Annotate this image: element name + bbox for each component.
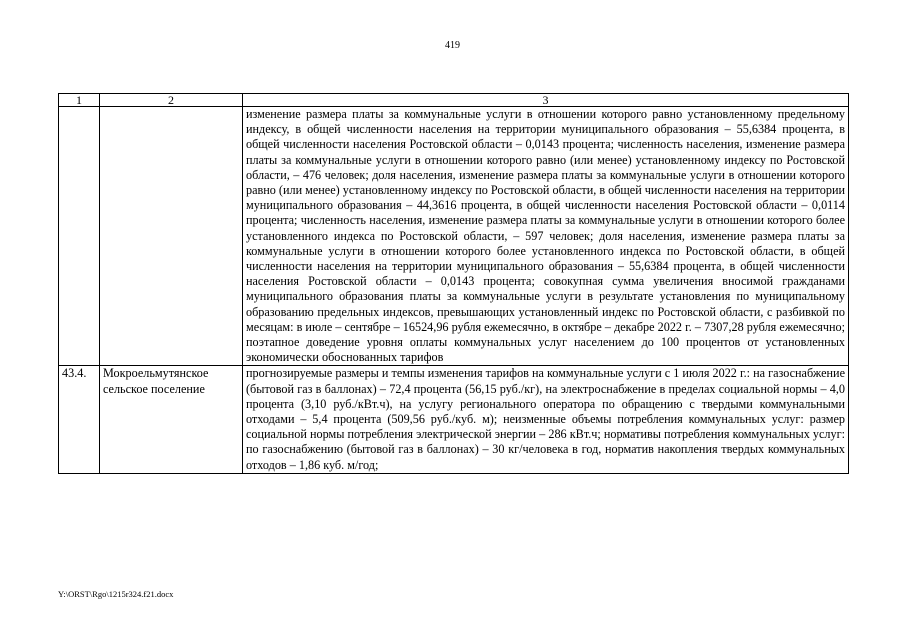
table-header-row xyxy=(59,94,849,107)
municipality-name-cell: Мокроельмутянское сельское поселение xyxy=(100,366,243,473)
row-number-cell: 43.4. xyxy=(59,366,100,473)
header-col-3: 3 xyxy=(243,94,849,107)
page-number: 419 xyxy=(445,40,460,51)
municipality-name-cell xyxy=(100,107,243,366)
header-col-2: 2 xyxy=(100,94,243,107)
file-path-footer: Y:\ORST\Rgo\1215r324.f21.docx xyxy=(58,589,174,599)
document-table xyxy=(58,93,849,474)
row-number-cell xyxy=(59,107,100,366)
table-row xyxy=(59,366,849,473)
row-description-cell: изменение размера платы за коммунальные услуги в отношении которого равно установленному предельному индексу, в общей численности населения на территории муниципального образования – 55,6384 процента, в общей численности населения Ростовской области – 0,0143 процента; численность населения, изменение размера платы за коммунальные услуги в отношении которого равно (или менее) установленному индексу по Ростовской области, – 476 человек; доля населения, изменение размера платы за коммунальные услуги в отношении которого равно (или менее) установленному индексу по Ростовской области, в общей численности населения на территории муниципального образования – 44,3616 процента, в общей численности населения Ростовской области – 0,0114 процента; численность населения, изменение размера платы за коммунальные услуги в отношении которого более установленного индекса по Ростовской области, – 597 человек; доля населения, изменение размера платы за коммунальные услуги в отношении которого более установленного индекса по Ростовской области, в общей численности населения на территории муниципального образования – 55,6384 процента, в общей численности населения Ростовской области – 0,0143 процента; совокупная сумма увеличения вносимой гражданами муниципального образования платы за коммунальные услуги в результате установления по муниципальному образованию предельных индексов, превышающих установленный индекс по Ростовской области, с разбивкой по месяцам: в июле – сентябре – 16524,96 рубля ежемесячно, в октябре – декабре 2022 г. – 7307,28 рубля ежемесячно; поэтапное доведение уровня оплаты коммунальных услуг населением до 100 процентов от установленных экономически обоснованных тарифов xyxy=(243,107,849,366)
row-description-cell: прогнозируемые размеры и темпы изменения тарифов на коммунальные услуги с 1 июля 2022 г.: на газоснабжение (бытовой газ в баллонах) – 72,4 процента (56,15 руб./кг), на электроснабжение в пределах социальной нормы – 4,0 процента (3,10 руб./кВт.ч), на услугу регионального оператора по обращению с твердыми коммунальными отходами – 5,4 процента (509,56 руб./куб. м); неизменные объемы потребления коммунальных услуг: размер социальной нормы потребления электрической энергии – 286 кВт.ч; нормативы потребления коммунальных услуг: по газоснабжению (бытовой газ в баллонах) – 30 кг/человека в год, норматив накопления твердых коммунальных отходов – 1,86 куб. м/год; xyxy=(243,366,849,473)
table-row xyxy=(59,107,849,366)
header-col-1: 1 xyxy=(59,94,100,107)
